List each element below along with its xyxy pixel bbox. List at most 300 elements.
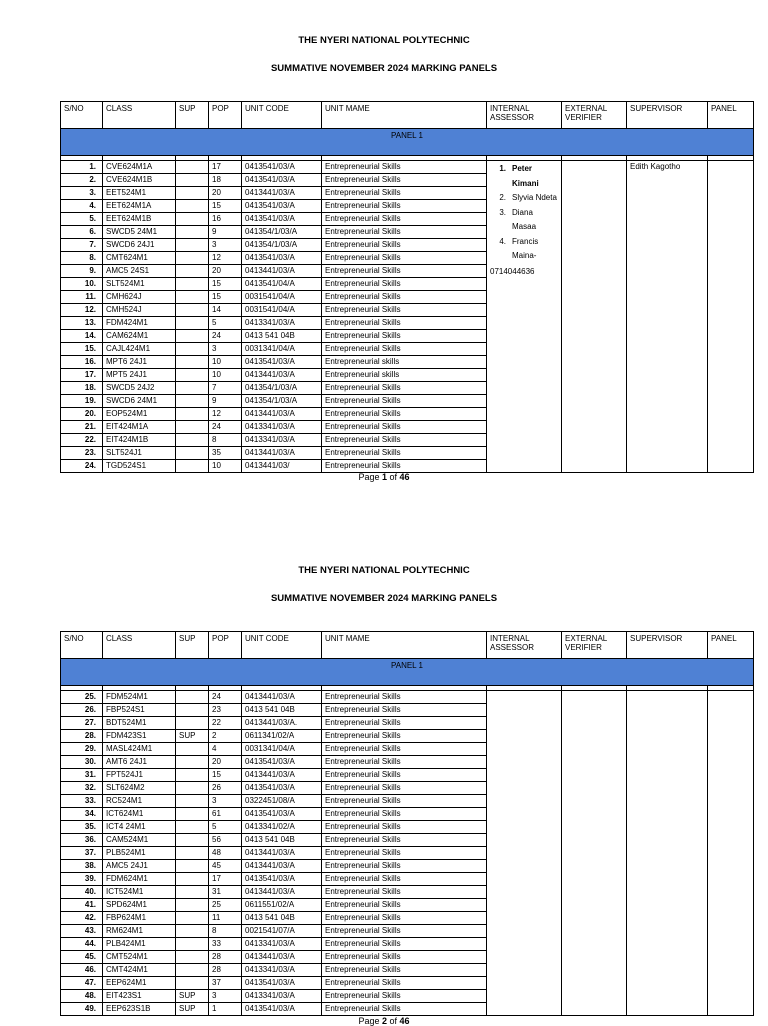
header-sno: S/NO [61,102,103,129]
row-unit-code: 0413541/03/A [242,756,322,769]
row-unit-name: Entrepreneurial Skills [322,213,487,226]
row-unit-name: Entrepreneurial Skills [322,808,487,821]
row-class: TGD524S1 [103,460,176,473]
row-sup [176,756,209,769]
row-pop: 1 [209,1003,242,1016]
row-sno: 12. [61,304,103,317]
row-pop: 48 [209,847,242,860]
page-footer [0,472,768,482]
page-title: THE NYERI NATIONAL POLYTECHNIC [298,565,470,576]
row-sup [176,769,209,782]
assessor-number: 3. [499,207,506,217]
row-sup [176,717,209,730]
row-class: RM624M1 [103,925,176,938]
row-pop: 3 [209,795,242,808]
header-internal-assessor: INTERNAL ASSESSOR [487,102,562,129]
footer-page-total: 46 [399,472,410,482]
row-class: RC524M1 [103,795,176,808]
table-header-row [61,632,754,659]
row-unit-code: 0413341/03/A [242,317,322,330]
row-class: ICT4 24M1 [103,821,176,834]
header-unit-code: UNIT CODE [242,102,322,129]
header-supervisor: SUPERVISOR [627,632,708,659]
row-pop: 17 [209,161,242,174]
row-unit-name: Entrepreneurial Skills [322,421,487,434]
row-sno: 4. [61,200,103,213]
row-sno: 44. [61,938,103,951]
row-unit-name: Entrepreneurial Skills [322,704,487,717]
row-sup [176,899,209,912]
row-unit-code: 041354/1/03/A [242,226,322,239]
row-unit-name: Entrepreneurial Skills [322,730,487,743]
row-sup [176,187,209,200]
row-sno: 5. [61,213,103,226]
row-sup [176,239,209,252]
row-class: EET524M1 [103,187,176,200]
row-sno: 41. [61,899,103,912]
row-sno: 14. [61,330,103,343]
row-sno: 43. [61,925,103,938]
row-unit-name: Entrepreneurial Skills [322,769,487,782]
row-sup [176,330,209,343]
row-pop: 45 [209,860,242,873]
footer-page-word: Page [358,1016,380,1026]
row-sup [176,808,209,821]
supervisor-cell: Edith Kagotho [627,161,708,473]
row-class: SWCD5 24M1 [103,226,176,239]
row-unit-name: Entrepreneurial Skills [322,886,487,899]
assessor-list [490,162,558,264]
row-class: SWCD6 24J1 [103,239,176,252]
header-unit-code: UNIT CODE [242,632,322,659]
row-class: EOP524M1 [103,408,176,421]
assessor-name: Slyvia Ndeta [512,193,557,202]
header-sno: S/NO [61,632,103,659]
panel-label: PANEL 1 [61,659,754,686]
footer-page-current: 1 [381,472,387,482]
row-sup: SUP [176,1003,209,1016]
row-pop: 7 [209,382,242,395]
row-pop: 3 [209,239,242,252]
row-pop: 24 [209,330,242,343]
row-pop: 56 [209,834,242,847]
row-unit-code: 0031341/04/A [242,743,322,756]
row-sup [176,691,209,704]
row-unit-name: Entrepreneurial Skills [322,756,487,769]
row-unit-code: 0031341/04/A [242,343,322,356]
row-class: AMC5 24J1 [103,860,176,873]
row-class: EEP623S1B [103,1003,176,1016]
row-unit-code: 0413 541 04B [242,330,322,343]
external-verifier-cell [562,161,627,473]
table-body [61,161,754,473]
row-class: CMT524M1 [103,951,176,964]
table-row [61,161,754,174]
header-panel: PANEL [708,102,754,129]
page-title: THE NYERI NATIONAL POLYTECHNIC [298,35,470,46]
row-sup [176,912,209,925]
row-unit-name: Entrepreneurial Skills [322,343,487,356]
row-sup: SUP [176,990,209,1003]
row-sno: 32. [61,782,103,795]
row-class: MPT5 24J1 [103,369,176,382]
row-class: MASL424M1 [103,743,176,756]
row-sno: 34. [61,808,103,821]
row-unit-name: Entrepreneurial Skills [322,161,487,174]
row-unit-code: 0413441/03/A [242,691,322,704]
row-class: EIT424M1A [103,421,176,434]
row-sup [176,265,209,278]
row-sno: 6. [61,226,103,239]
row-unit-name: Entrepreneurial Skills [322,174,487,187]
row-class: FPT524J1 [103,769,176,782]
row-class: FBP524S1 [103,704,176,717]
row-class: ICT524M1 [103,886,176,899]
footer-page-word: Page [358,472,380,482]
row-class: CAJL424M1 [103,343,176,356]
row-pop: 4 [209,743,242,756]
page-footer [0,1016,768,1026]
row-unit-name: Entrepreneurial Skills [322,239,487,252]
row-pop: 35 [209,447,242,460]
row-sno: 15. [61,343,103,356]
panel-label: PANEL 1 [61,129,754,156]
row-unit-name: Entrepreneurial Skills [322,795,487,808]
row-sup [176,743,209,756]
page-subtitle: SUMMATIVE NOVEMBER 2024 MARKING PANELS [270,63,498,74]
row-sup [176,213,209,226]
assessor-name: Francis Maina- [512,236,539,260]
assessor-name: Peter Kimani [512,164,539,188]
row-unit-code: 0413341/03/A [242,938,322,951]
row-unit-name: Entrepreneurial Skills [322,899,487,912]
row-sup [176,873,209,886]
row-class: SLT524J1 [103,447,176,460]
row-sno: 21. [61,421,103,434]
row-sno: 26. [61,704,103,717]
row-unit-name: Entrepreneurial Skills [322,821,487,834]
row-class: ICT624M1 [103,808,176,821]
row-unit-name: Entrepreneurial skills [322,369,487,382]
header-unit-name: UNIT MAME [322,102,487,129]
row-sup [176,369,209,382]
row-unit-name: Entrepreneurial Skills [322,447,487,460]
row-sno: 42. [61,912,103,925]
row-sno: 20. [61,408,103,421]
row-unit-name: Entrepreneurial Skills [322,873,487,886]
row-sup [176,343,209,356]
row-unit-code: 0413541/03/A [242,252,322,265]
row-unit-name: Entrepreneurial Skills [322,925,487,938]
row-sno: 38. [61,860,103,873]
row-sno: 45. [61,951,103,964]
row-unit-code: 0413541/03/A [242,977,322,990]
row-sup [176,304,209,317]
supervisor-cell [627,691,708,1016]
panel-banner-row [61,659,754,686]
row-pop: 8 [209,925,242,938]
row-unit-name: Entrepreneurial Skills [322,187,487,200]
row-sno: 29. [61,743,103,756]
row-class: FDM424M1 [103,317,176,330]
row-sup [176,704,209,717]
row-sup [176,447,209,460]
row-sup [176,434,209,447]
row-class: CVE624M1B [103,174,176,187]
row-class: FDM423S1 [103,730,176,743]
row-unit-code: 0413541/03/A [242,1003,322,1016]
row-unit-name: Entrepreneurial Skills [322,860,487,873]
row-unit-name: Entrepreneurial Skills [322,912,487,925]
row-sup [176,460,209,473]
row-class: EIT423S1 [103,990,176,1003]
row-unit-name: Entrepreneurial Skills [322,1003,487,1016]
header-unit-name: UNIT MAME [322,632,487,659]
row-sup [176,964,209,977]
row-pop: 12 [209,408,242,421]
row-sno: 3. [61,187,103,200]
row-pop: 2 [209,730,242,743]
row-unit-name: Entrepreneurial Skills [322,200,487,213]
row-pop: 9 [209,226,242,239]
row-sup [176,278,209,291]
row-class: SWCD5 24J2 [103,382,176,395]
row-sup [176,408,209,421]
header-class: CLASS [103,632,176,659]
row-sno: 36. [61,834,103,847]
header-sup: SUP [176,102,209,129]
row-unit-code: 0413341/03/A [242,964,322,977]
row-sno: 35. [61,821,103,834]
row-class: CAM524M1 [103,834,176,847]
row-sno: 39. [61,873,103,886]
row-sno: 47. [61,977,103,990]
row-sno: 30. [61,756,103,769]
table-row [61,691,754,704]
row-class: PLB524M1 [103,847,176,860]
assessor-phone: 0714044636 [490,266,535,276]
row-unit-code: 0031541/04/A [242,291,322,304]
row-pop: 16 [209,213,242,226]
table-body [61,691,754,1016]
row-sno: 27. [61,717,103,730]
row-pop: 17 [209,873,242,886]
row-sup [176,795,209,808]
row-pop: 9 [209,395,242,408]
row-sno: 13. [61,317,103,330]
row-unit-code: 0413441/03/A [242,951,322,964]
row-unit-code: 0413441/03/A [242,447,322,460]
row-unit-code: 0413441/03/A. [242,717,322,730]
footer-of-word: of [389,472,398,482]
row-unit-name: Entrepreneurial Skills [322,782,487,795]
row-unit-name: Entrepreneurial Skills [322,990,487,1003]
row-unit-code: 0413341/03/A [242,990,322,1003]
row-class: CVE624M1A [103,161,176,174]
row-class: EEP624M1 [103,977,176,990]
row-unit-code: 041354/1/03/A [242,382,322,395]
row-pop: 31 [209,886,242,899]
header-external-verifier: EXTERNAL VERIFIER [562,632,627,659]
row-sno: 7. [61,239,103,252]
row-sup [176,226,209,239]
row-unit-code: 0413441/03/A [242,769,322,782]
row-unit-code: 0413341/03/A [242,434,322,447]
footer-page-total: 46 [399,1016,410,1026]
row-class: CMH624J [103,291,176,304]
row-pop: 14 [209,304,242,317]
row-pop: 20 [209,756,242,769]
row-pop: 28 [209,964,242,977]
footer-of-word: of [389,1016,398,1026]
row-unit-code: 0413341/03/A [242,421,322,434]
header-panel: PANEL [708,632,754,659]
row-unit-code: 041354/1/03/A [242,239,322,252]
assessor-number: 4. [499,236,506,246]
row-sup [176,174,209,187]
row-unit-code: 0413541/03/A [242,356,322,369]
assessor-item [490,235,558,264]
row-sup [176,977,209,990]
row-unit-name: Entrepreneurial Skills [322,395,487,408]
row-class: EET624M1B [103,213,176,226]
header-sup: SUP [176,632,209,659]
row-unit-code: 0413 541 04B [242,704,322,717]
row-unit-code: 0031541/04/A [242,304,322,317]
row-unit-name: Entrepreneurial Skills [322,434,487,447]
row-unit-name: Entrepreneurial Skills [322,951,487,964]
row-unit-name: Entrepreneurial Skills [322,717,487,730]
row-unit-code: 0021541/07/A [242,925,322,938]
row-sno: 28. [61,730,103,743]
row-unit-name: Entrepreneurial Skills [322,834,487,847]
marking-panel-table [60,631,754,1016]
panel-cell [708,161,754,473]
row-sno: 9. [61,265,103,278]
row-pop: 15 [209,291,242,304]
row-class: EET624M1A [103,200,176,213]
row-sup [176,382,209,395]
header-pop: POP [209,102,242,129]
internal-assessor-cell [487,161,562,473]
row-unit-name: Entrepreneurial Skills [322,317,487,330]
row-sno: 24. [61,460,103,473]
row-sup [176,252,209,265]
assessor-item [490,206,558,235]
header-class: CLASS [103,102,176,129]
row-pop: 11 [209,912,242,925]
row-pop: 24 [209,421,242,434]
row-pop: 61 [209,808,242,821]
row-unit-name: Entrepreneurial Skills [322,382,487,395]
row-unit-code: 0413341/02/A [242,821,322,834]
row-unit-code: 0413441/03/A [242,408,322,421]
row-sup [176,847,209,860]
row-sup [176,860,209,873]
row-unit-name: Entrepreneurial Skills [322,408,487,421]
row-class: SWCD6 24M1 [103,395,176,408]
row-unit-name: Entrepreneurial Skills [322,938,487,951]
footer-page-current: 2 [381,1016,387,1026]
row-pop: 15 [209,769,242,782]
row-pop: 15 [209,278,242,291]
row-unit-code: 0413441/03/A [242,265,322,278]
page-subtitle: SUMMATIVE NOVEMBER 2024 MARKING PANELS [270,593,498,604]
row-class: CAM624M1 [103,330,176,343]
assessor-number: 1. [499,164,506,173]
row-sno: 1. [61,161,103,174]
row-pop: 20 [209,187,242,200]
row-unit-code: 0413441/03/A [242,187,322,200]
row-pop: 3 [209,343,242,356]
row-unit-name: Entrepreneurial Skills [322,847,487,860]
row-pop: 10 [209,356,242,369]
external-verifier-cell [562,691,627,1016]
row-class: BDT524M1 [103,717,176,730]
row-pop: 33 [209,938,242,951]
internal-assessor-cell [487,691,562,1016]
row-unit-code: 0413541/03/A [242,782,322,795]
row-pop: 10 [209,369,242,382]
row-pop: 8 [209,434,242,447]
row-unit-code: 0611551/02/A [242,899,322,912]
row-unit-code: 0413441/03/A [242,860,322,873]
row-unit-name: Entrepreneurial Skills [322,304,487,317]
row-sup [176,782,209,795]
row-pop: 23 [209,704,242,717]
row-sno: 25. [61,691,103,704]
row-unit-name: Entrepreneurial Skills [322,226,487,239]
row-unit-code: 0413 541 04B [242,912,322,925]
row-sno: 16. [61,356,103,369]
row-pop: 3 [209,990,242,1003]
row-sup [176,925,209,938]
row-pop: 18 [209,174,242,187]
row-unit-name: Entrepreneurial Skills [322,330,487,343]
row-unit-code: 0413541/03/A [242,200,322,213]
row-pop: 12 [209,252,242,265]
row-unit-code: 0413541/03/A [242,161,322,174]
row-class: FBP624M1 [103,912,176,925]
row-unit-code: 0413441/03/ [242,460,322,473]
row-pop: 22 [209,717,242,730]
panel-banner-row [61,129,754,156]
row-unit-code: 0413541/03/A [242,174,322,187]
row-class: SLT624M2 [103,782,176,795]
row-sup [176,356,209,369]
row-unit-code: 0413541/03/A [242,873,322,886]
row-class: SPD624M1 [103,899,176,912]
assessor-item [490,191,558,206]
row-sup [176,317,209,330]
row-sno: 48. [61,990,103,1003]
row-class: PLB424M1 [103,938,176,951]
row-sup [176,938,209,951]
row-sno: 18. [61,382,103,395]
row-sno: 33. [61,795,103,808]
row-class: FDM624M1 [103,873,176,886]
row-class: EIT424M1B [103,434,176,447]
row-unit-name: Entrepreneurial Skills [322,291,487,304]
row-unit-code: 0322451/08/A [242,795,322,808]
row-unit-name: Entrepreneurial Skills [322,252,487,265]
panel-cell [708,691,754,1016]
row-class: FDM524M1 [103,691,176,704]
row-sup [176,161,209,174]
row-unit-name: Entrepreneurial Skills [322,743,487,756]
row-unit-name: Entrepreneurial Skills [322,265,487,278]
row-pop: 28 [209,951,242,964]
